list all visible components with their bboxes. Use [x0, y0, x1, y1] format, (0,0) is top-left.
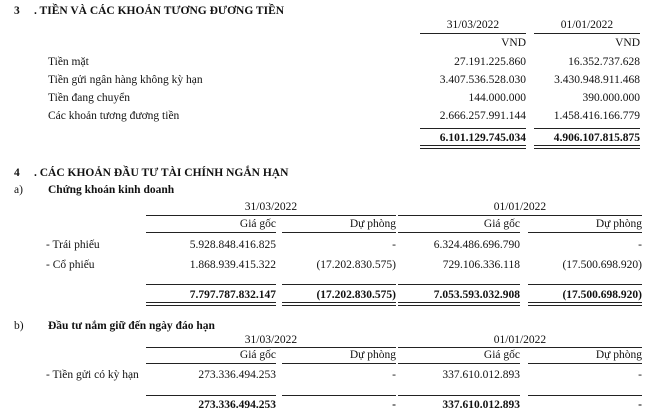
section-3-title: . TIỀN VÀ CÁC KHOẢN TƯƠNG ĐƯƠNG TIỀN [34, 5, 285, 17]
s3-total-double-rule-1 [420, 145, 526, 149]
s4b-total-provision-2: - [638, 399, 642, 411]
s4a-row-cost-2: 6.324.486.696.790 [433, 239, 520, 251]
s4a-row-cost-1: 5.928.848.416.825 [189, 239, 276, 251]
s4a-date-1: 31/03/2022 [244, 201, 298, 213]
s4b-row-cost-1: 273.336.494.253 [198, 369, 276, 381]
s3-row-label: Tiền gửi ngân hàng không kỳ hạn [48, 74, 203, 86]
s4a-row-provision-2: (17.500.698.920) [562, 259, 642, 271]
s4b-total-cost-1: 273.336.494.253 [198, 399, 276, 411]
s4a-date-2: 01/01/2022 [493, 201, 547, 213]
s3-row-value-2: 1.458.416.166.779 [553, 110, 640, 122]
s4a-row-provision-1: (17.202.830.575) [316, 259, 396, 271]
s4b-row-cost-2: 337.610.012.893 [442, 369, 520, 381]
s4b-total-rule [282, 395, 396, 396]
s3-row-value-1: 2.666.257.991.144 [439, 110, 526, 122]
s4a-date-rule-2 [398, 215, 642, 216]
s4a-header-cost-2: Giá gốc [483, 218, 520, 230]
s4a-total-rule [282, 284, 396, 285]
s4a-row-label: - Trái phiếu [46, 239, 100, 251]
section-4-title: . CÁC KHOẢN ĐẦU TƯ TÀI CHÍNH NGẮN HẠN [34, 167, 289, 179]
s4a-date-rule-1 [146, 215, 396, 216]
s4a-total-rule [146, 284, 276, 285]
s4a-total-double-rule [528, 302, 642, 306]
s4b-total-rule [146, 395, 276, 396]
s4a-total-double-rule [398, 302, 520, 306]
s4a-header-rule [528, 232, 642, 233]
section-4-number: 4 [14, 167, 20, 179]
s3-row-value-2: 390.000.000 [582, 92, 640, 104]
s4b-total-rule [528, 395, 642, 396]
s3-total-rule-2 [534, 128, 640, 129]
section-4b-number: b) [14, 320, 24, 332]
s4b-total-rule [398, 395, 520, 396]
s4b-date-1: 31/03/2022 [244, 334, 298, 346]
s4b-header-rule [398, 363, 520, 364]
s4a-total-rule [528, 284, 642, 285]
s4a-row-cost-1: 1.868.939.415.322 [189, 259, 276, 271]
s3-row-value-1: 144.000.000 [468, 92, 526, 104]
section-4a-number: a) [14, 184, 23, 196]
s4a-header-provision-1: Dự phòng [349, 218, 396, 230]
section-4a-title: Chứng khoán kinh doanh [48, 184, 175, 196]
s4a-header-rule [146, 232, 276, 233]
s4a-header-provision-2: Dự phòng [595, 218, 642, 230]
s4b-total-cost-2: 337.610.012.893 [442, 399, 520, 411]
section-3-number: 3 [14, 5, 20, 17]
s4a-header-cost-1: Giá gốc [239, 218, 276, 230]
section-4b-title: Đầu tư nắm giữ đến ngày đáo hạn [48, 320, 215, 332]
s3-total-2: 4.906.107.815.875 [553, 132, 640, 144]
s4b-header-cost-2: Giá gốc [483, 349, 520, 361]
s4b-header-rule [146, 363, 276, 364]
s4b-header-rule [528, 363, 642, 364]
s4b-header-cost-1: Giá gốc [239, 349, 276, 361]
s4a-total-provision-2: (17.500.698.920) [562, 289, 642, 301]
s4b-header-provision-1: Dự phòng [349, 349, 396, 361]
s4b-row-provision-2: - [638, 369, 642, 381]
s4b-header-provision-2: Dự phòng [595, 349, 642, 361]
s4a-row-cost-2: 729.106.336.118 [442, 259, 520, 271]
s3-row-value-1: 3.407.536.528.030 [439, 74, 526, 86]
s4a-total-rule [398, 284, 520, 285]
s3-row-value-2: 16.352.737.628 [568, 56, 640, 68]
s3-row-label: Tiền đang chuyển [48, 92, 130, 104]
s3-row-label: Tiền mặt [48, 56, 89, 68]
s3-col1-unit: VND [501, 37, 526, 49]
s4b-row-provision-1: - [392, 369, 396, 381]
s3-col1-date: 31/03/2022 [446, 19, 500, 31]
s3-row-label: Các khoản tương đương tiền [48, 110, 180, 122]
s3-col2-unit: VND [615, 37, 640, 49]
s3-row-value-1: 27.191.225.860 [454, 56, 526, 68]
s4a-row-provision-2: - [638, 239, 642, 251]
s4a-row-label: - Cổ phiếu [46, 259, 95, 271]
s3-row-value-2: 3.430.948.911.468 [554, 74, 640, 86]
s4a-header-rule [398, 232, 520, 233]
s3-col1-rule [420, 33, 526, 34]
s4a-header-rule [282, 232, 396, 233]
s4b-total-provision-1: - [392, 399, 396, 411]
s4a-total-provision-1: (17.202.830.575) [316, 289, 396, 301]
s4a-row-provision-1: - [392, 239, 396, 251]
s4a-total-double-rule [282, 302, 396, 306]
s3-total-double-rule-2 [534, 145, 640, 149]
s4a-total-cost-2: 7.053.593.032.908 [433, 289, 520, 301]
s4b-header-rule [282, 363, 396, 364]
s3-total-1: 6.101.129.745.034 [439, 132, 526, 144]
s4b-row-label: - Tiền gửi có kỳ hạn [46, 369, 139, 381]
s4b-date-2: 01/01/2022 [493, 334, 547, 346]
s4a-total-cost-1: 7.797.787.832.147 [189, 289, 276, 301]
s3-col2-rule [534, 33, 640, 34]
s3-total-rule-1 [420, 128, 526, 129]
s3-col2-date: 01/01/2022 [560, 19, 614, 31]
s4a-total-double-rule [146, 302, 276, 306]
